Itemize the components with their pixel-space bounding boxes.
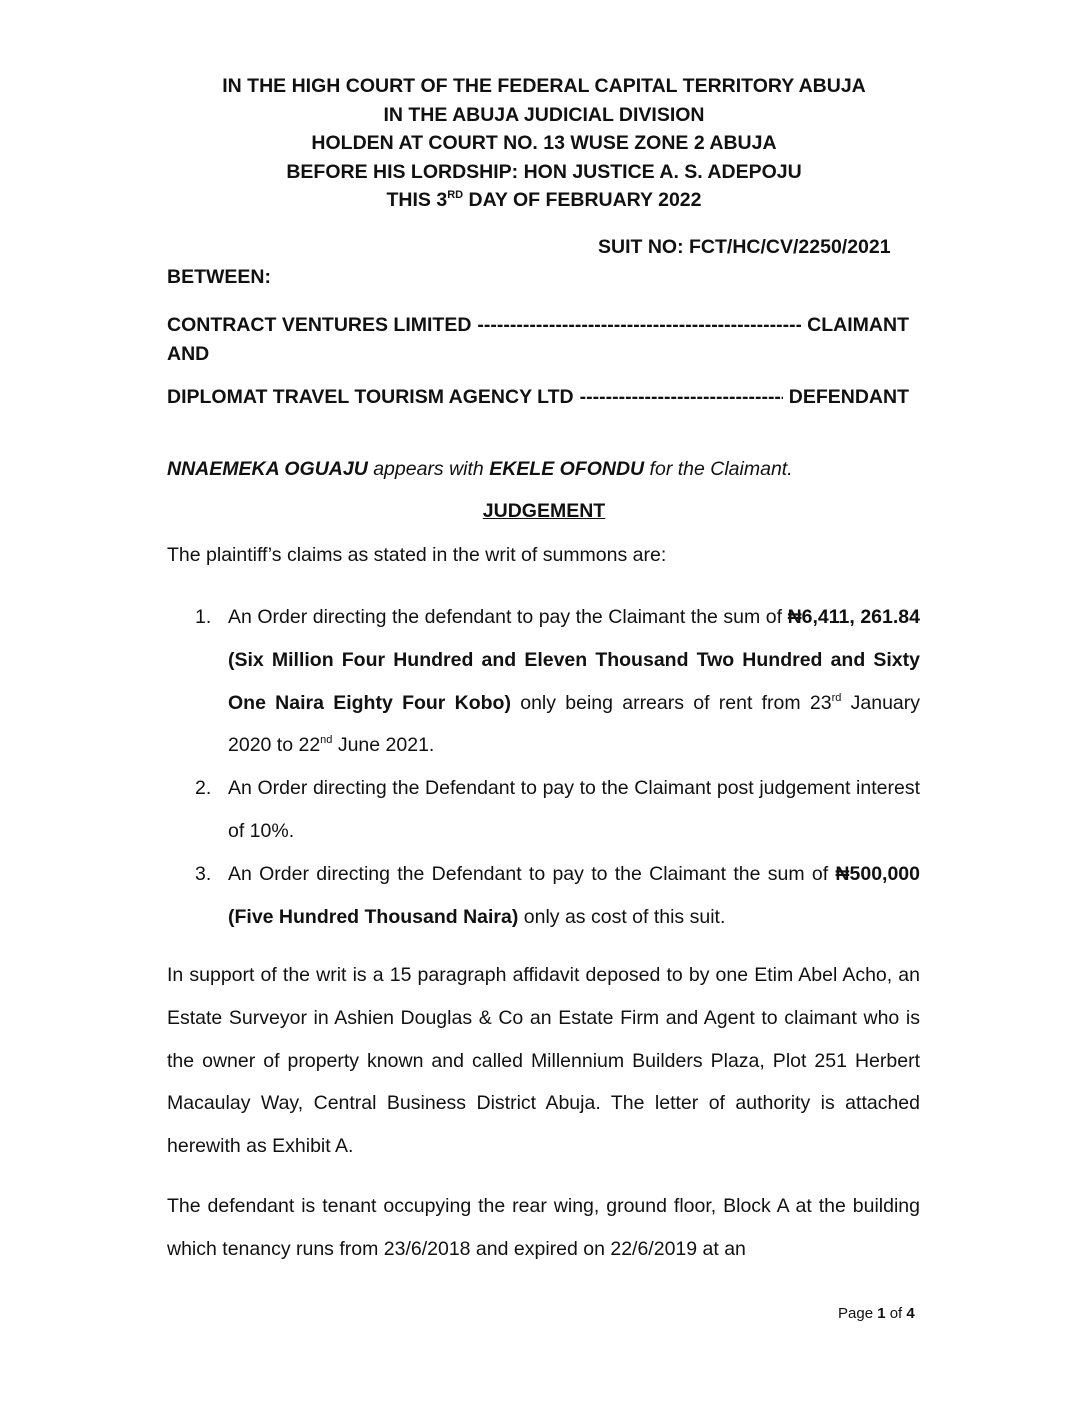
court-location: HOLDEN AT COURT NO. 13 WUSE ZONE 2 ABUJA	[311, 132, 777, 154]
defendant-role: DEFENDANT	[788, 386, 909, 408]
affidavit-paragraph: In support of the writ is a 15 paragraph affidavit deposed to by one Etim Abel Acho, an Estate Surveyor in Ashien Douglas & Co an Estate Firm and Agent to claimant who is the owner of property known and called Millennium Builders Plaza, Plot 251 Herbert Macaulay Way, Central Business District Abuja. The letter of authority is attached herewith as Exhibit A.	[167, 964, 920, 1158]
presiding-judge: BEFORE HIS LORDSHIP: HON JUSTICE A. S. ADEPOJU	[286, 160, 802, 183]
defendant-line	[167, 386, 909, 409]
defendant-name: DIPLOMAT TRAVEL TOURISM AGENCY LTD	[167, 386, 574, 408]
claim-item: 2. An Order directing the Defendant to pay to the Claimant post judgement interest of 10%.	[195, 777, 920, 842]
court-header	[0, 72, 1088, 215]
judgement-title: JUDGEMENT	[482, 500, 606, 522]
claim-item: 1. An Order directing the defendant to pay the Claimant the sum of ₦6,411, 261.84 (Six Million Four Hundred and Eleven Thousand Two Hundred and Sixty One Naira Eighty Four Kobo) only being arrears of rent from 23rd January 2020 to 22nd June 2021.	[195, 606, 921, 757]
tenancy-paragraph: The defendant is tenant occupying the rear wing, ground floor, Block A at the building which tenancy runs from 23/6/2018 and expired on 22/6/2019 at an	[167, 1195, 920, 1260]
leader-dashes	[580, 386, 783, 409]
and-label: AND	[167, 343, 210, 365]
judicial-division: IN THE ABUJA JUDICIAL DIVISION	[383, 103, 705, 126]
claims-intro: The plaintiff’s claims as stated in the writ of summons are:	[167, 544, 667, 566]
page-number: Page 1 of 4	[838, 1305, 915, 1322]
counsel-appearance: NNAEMEKA OGUAJU appears with EKELE OFONDU for the Claimant.	[167, 458, 793, 480]
suit-number: SUIT NO: FCT/HC/CV/2250/2021	[598, 236, 891, 258]
leader-dashes	[477, 314, 801, 337]
claimant-name: CONTRACT VENTURES LIMITED	[167, 314, 472, 336]
judgement-date: THIS 3RD DAY OF FEBRUARY 2022	[386, 189, 702, 211]
claimant-line	[167, 314, 909, 337]
between-label: BETWEEN:	[167, 266, 271, 288]
claim-item: 3. An Order directing the Defendant to pay to the Claimant the sum of ₦500,000 (Five Hundred Thousand Naira) only as cost of this suit.	[195, 862, 920, 928]
claimant-role: CLAIMANT	[807, 314, 909, 336]
claims-list	[167, 596, 920, 938]
court-name: IN THE HIGH COURT OF THE FEDERAL CAPITAL TERRITORY ABUJA	[222, 75, 866, 97]
